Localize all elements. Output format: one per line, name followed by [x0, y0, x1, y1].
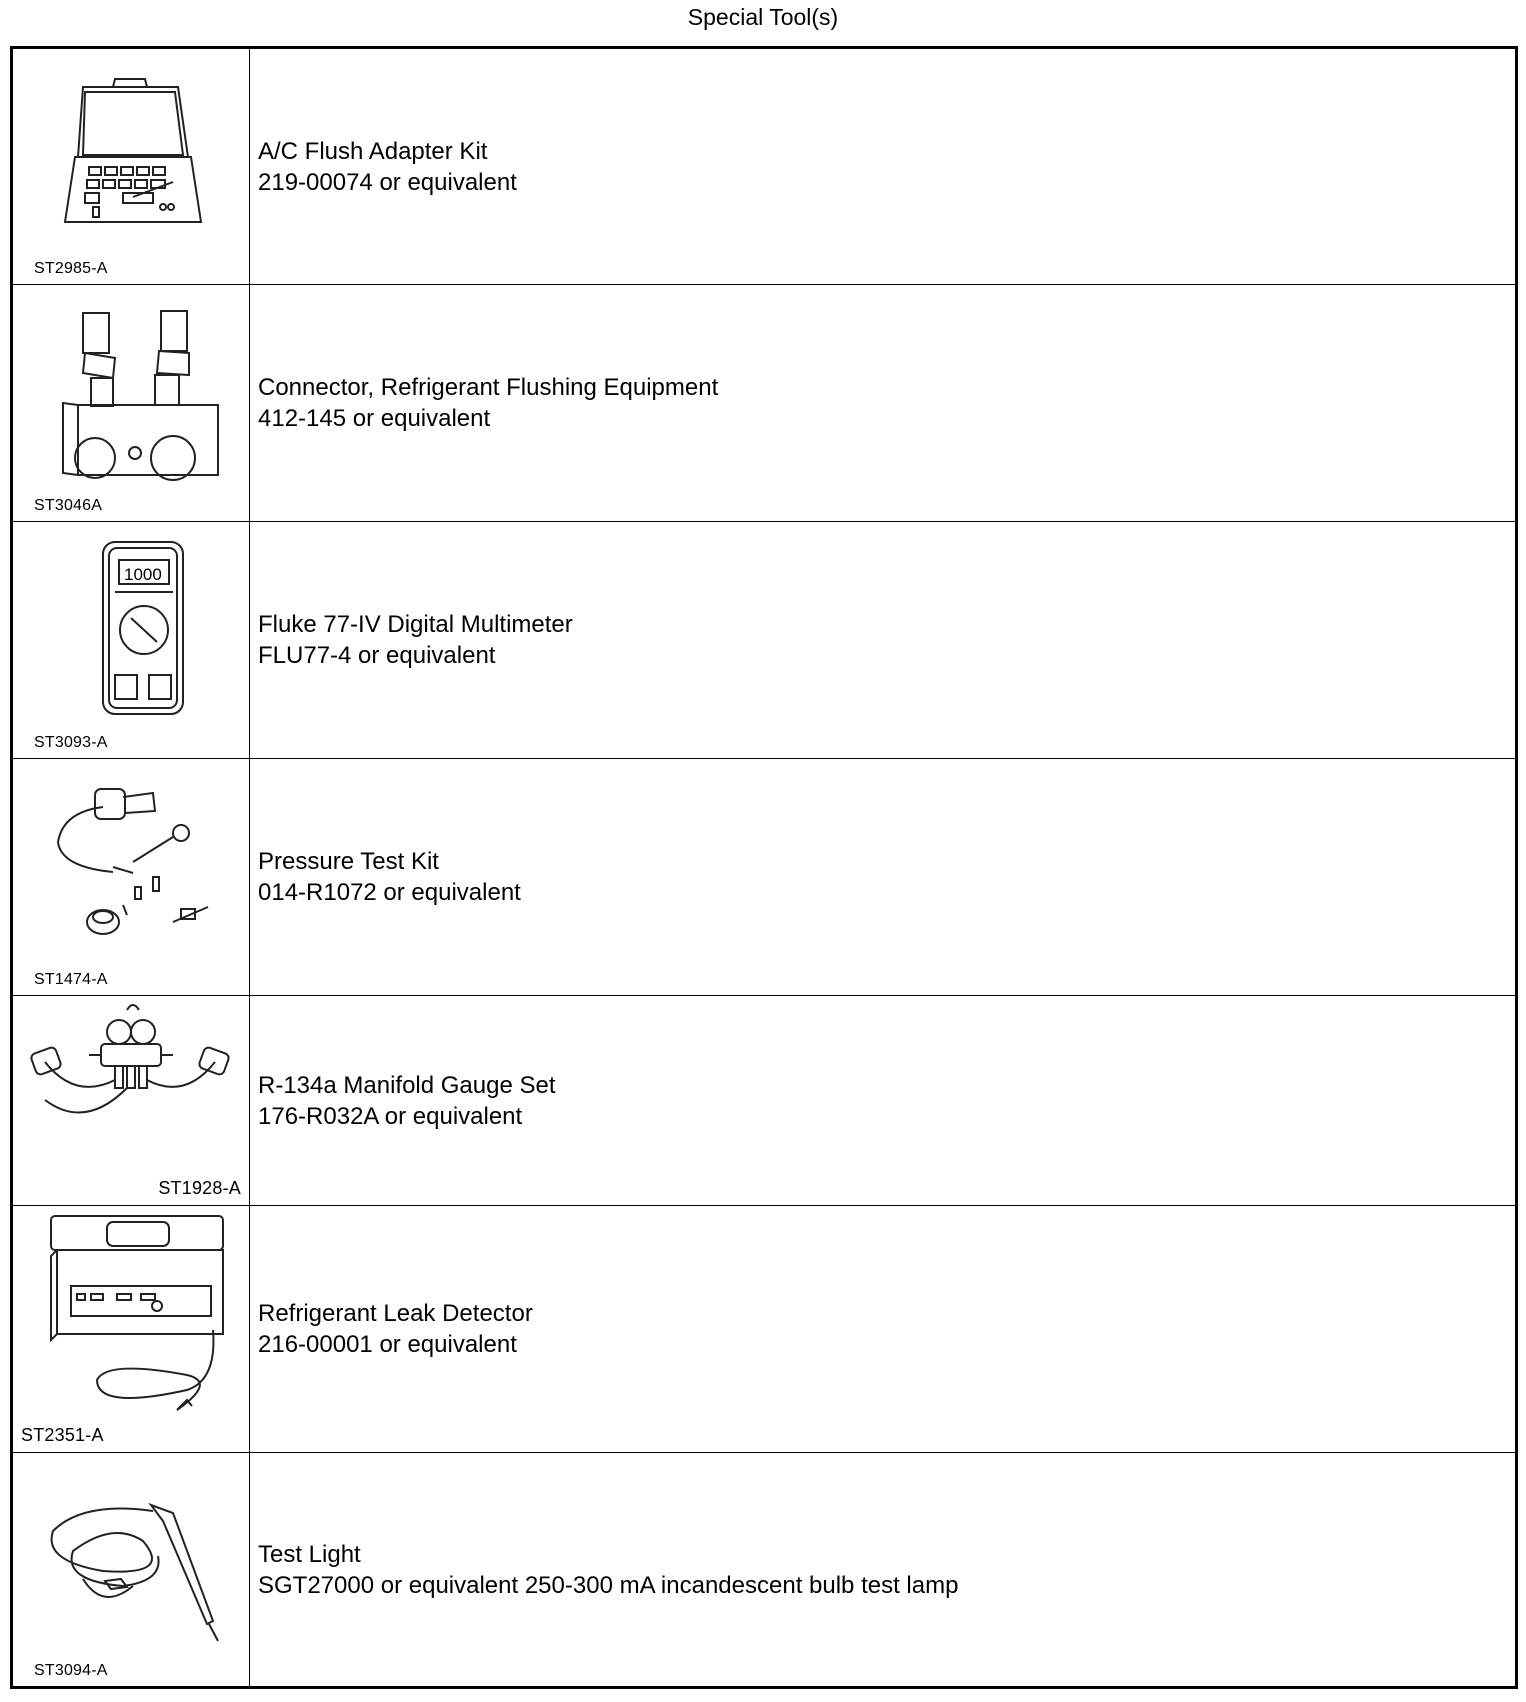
- test-light-icon: [23, 1461, 233, 1656]
- tool-image-cell: [12, 1453, 250, 1688]
- tool-code: ST3046A: [34, 497, 103, 514]
- table-row: [12, 522, 1517, 759]
- tool-image-cell: [12, 1206, 250, 1453]
- tool-code: ST3094-A: [34, 1662, 108, 1679]
- manifold-gauge-icon: [15, 1000, 240, 1170]
- tool-part-number: SGT27000 or equivalent 250-300 mA incandescent bulb test lamp: [258, 1571, 959, 1599]
- table-row: [12, 1206, 1517, 1453]
- flush-connector-icon: [23, 293, 233, 483]
- tool-name: R-134a Manifold Gauge Set: [258, 1071, 556, 1099]
- tool-name: Connector, Refrigerant Flushing Equipment: [258, 374, 719, 401]
- tool-part-number: 412-145 or equivalent: [258, 405, 491, 432]
- tool-name: Fluke 77-IV Digital Multimeter: [258, 611, 573, 638]
- tool-part-number: 219-00074 or equivalent: [258, 168, 517, 196]
- table-row: [12, 1453, 1517, 1688]
- tool-description: [250, 285, 1517, 522]
- tool-code: ST1928-A: [158, 1178, 241, 1198]
- tool-description: [250, 48, 1517, 285]
- tool-part-number: 176-R032A or equivalent: [258, 1102, 523, 1130]
- tool-image-cell: [12, 759, 250, 996]
- tool-description: [250, 522, 1517, 759]
- tool-description: [250, 759, 1517, 996]
- meter-display: 1000: [124, 565, 162, 584]
- table-row: [12, 285, 1517, 522]
- page-title: Special Tool(s): [687, 4, 839, 30]
- multimeter-icon: [23, 530, 233, 725]
- leak-detector-icon: [17, 1210, 237, 1425]
- tool-code: ST2351-A: [21, 1425, 104, 1445]
- tool-description: [250, 1453, 1517, 1688]
- tool-code: ST2985-A: [34, 260, 108, 277]
- tool-code: ST3093-A: [34, 734, 108, 751]
- tool-name: Refrigerant Leak Detector: [258, 1300, 533, 1327]
- special-tools-table: [10, 46, 1518, 1689]
- tool-name: Pressure Test Kit: [258, 848, 439, 875]
- tool-image-cell: [12, 996, 250, 1206]
- table-row: [12, 48, 1517, 285]
- tool-name: Test Light: [258, 1540, 361, 1568]
- table-row: [12, 996, 1517, 1206]
- tool-part-number: 216-00001 or equivalent: [258, 1331, 517, 1358]
- tool-case-icon: [23, 57, 233, 247]
- tool-description: [250, 1206, 1517, 1453]
- tool-image-cell: [12, 48, 250, 285]
- pressure-kit-icon: [23, 767, 233, 957]
- table-row: [12, 759, 1517, 996]
- tool-part-number: 014-R1072 or equivalent: [258, 879, 521, 906]
- tool-part-number: FLU77-4 or equivalent: [258, 642, 496, 669]
- tool-image-cell: [12, 522, 250, 759]
- tool-code: ST1474-A: [34, 971, 108, 988]
- tool-image-cell: [12, 285, 250, 522]
- tool-description: [250, 996, 1517, 1206]
- tool-name: A/C Flush Adapter Kit: [258, 137, 488, 165]
